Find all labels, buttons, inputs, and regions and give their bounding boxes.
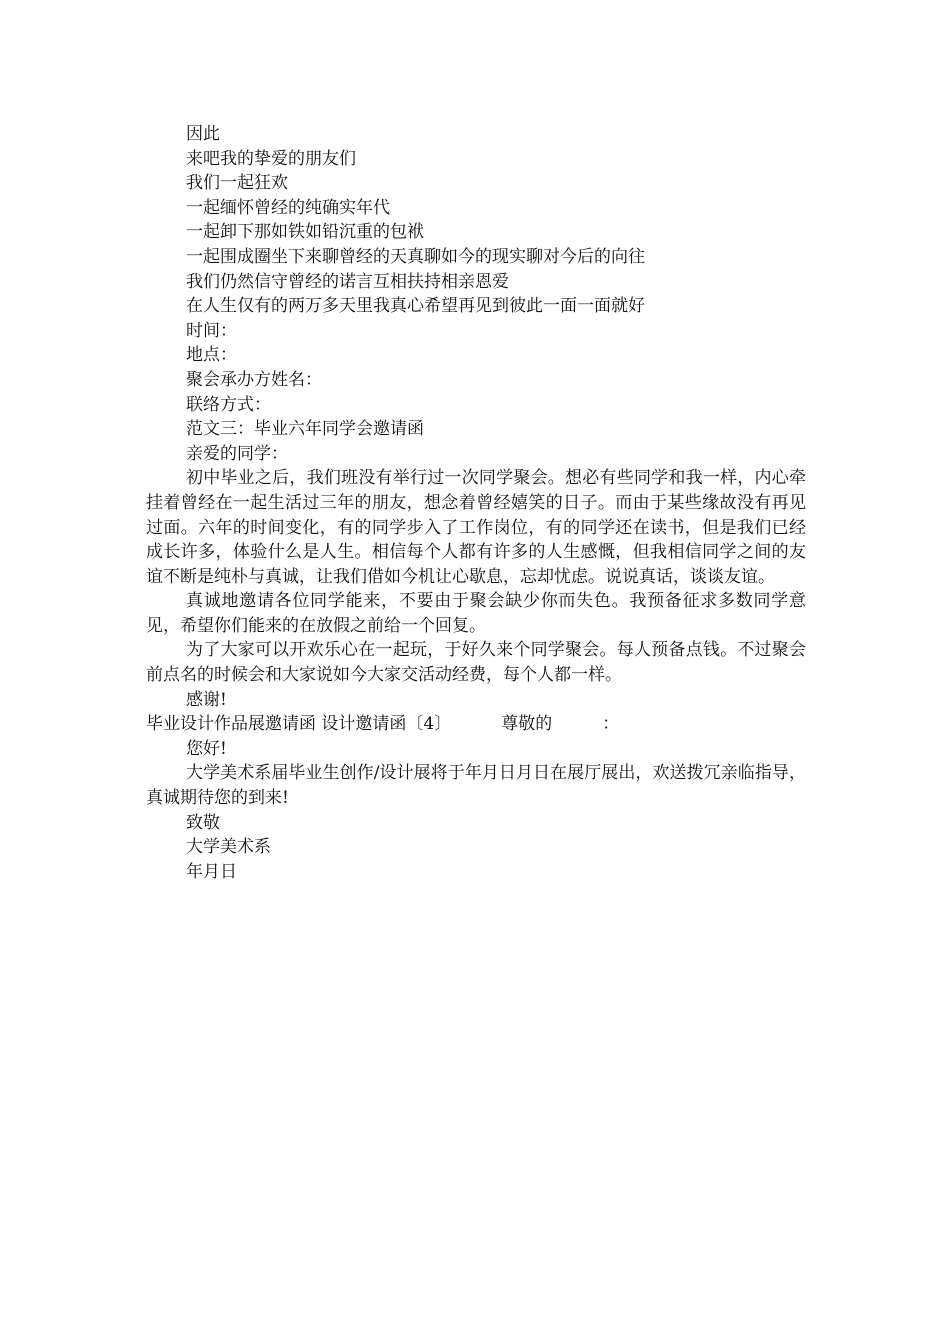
exhibition-signature: 大学美术系 — [186, 837, 271, 858]
host-label: 聚会承办方姓名： — [186, 369, 322, 390]
sample3-thanks: 感谢! — [186, 689, 227, 710]
contact-label: 联络方式： — [186, 394, 271, 415]
exhibition-colon: ： — [602, 714, 620, 735]
exhibition-hello: 您好! — [186, 738, 227, 759]
sample3-heading: 范文三：毕业六年同学会邀请函 — [186, 419, 424, 440]
exhibition-date: 年月日 — [186, 861, 237, 882]
exhibition-heading-line — [146, 712, 806, 737]
exhibition-body: 大学美术系届毕业生创作/设计展将于年月日月日在展厅展出，欢送拨冗亲临指导，真诚期待您的到来! — [146, 763, 806, 809]
place-label: 地点： — [186, 345, 237, 366]
sample3-paragraph: 真诚地邀请各位同学能来，不要由于聚会缺少你而失色。我预备征求多数同学意见，希望你们能来的在放假之前给一个回复。 — [146, 591, 806, 636]
poem-line: 因此 — [186, 124, 220, 144]
sample3-greeting: 亲爱的同学： — [186, 443, 288, 464]
sample3-paragraph: 为了大家可以开欢乐心在一起玩，于好久来个同学聚会。每人预备点钱。不过聚会前点名的时候会和大家说如今大家交活动经费，每个人都一样。 — [146, 640, 806, 686]
poem-line: 一起围成圈坐下来聊曾经的天真聊如今的现实聊对今后的向往 — [186, 246, 645, 267]
exhibition-closing: 致敬 — [186, 812, 220, 833]
poem-line: 我们仍然信守曾经的诺言互相扶持相亲恩爱 — [186, 271, 509, 292]
poem-line: 一起缅怀曾经的纯确实年代 — [186, 197, 390, 218]
poem-line: 我们一起狂欢 — [186, 173, 288, 194]
poem-line: 一起卸下那如铁如铅沉重的包袱 — [186, 222, 424, 243]
document-body — [146, 122, 806, 884]
time-label: 时间： — [186, 320, 237, 341]
exhibition-salutation: 尊敬的 — [501, 714, 553, 735]
poem-line: 在人生仅有的两万多天里我真心希望再见到彼此一面一面就好 — [186, 296, 645, 317]
sample3-paragraph: 初中毕业之后，我们班没有举行过一次同学聚会。想必有些同学和我一样，内心牵挂着曾经在一起生活过三年的朋友，想念着曾经嬉笑的日子。而由于某些缘故没有再见过面。六年的时间变化，有的同学步入了工作岗位，有的同学还在读书，但是我们已经成长许多，体验什么是人生。相信每个人都有许多的人生感慨，但我相信同学之间的友谊不断是纯朴与真诚，让我们借如今机让心歇息，忘却忧虑。说说真话，谈谈友谊。 — [146, 468, 806, 587]
exhibition-heading: 毕业设计作品展邀请函 设计邀请函〔4〕 — [146, 714, 452, 735]
poem-line: 来吧我的挚爱的朋友们 — [186, 148, 356, 169]
